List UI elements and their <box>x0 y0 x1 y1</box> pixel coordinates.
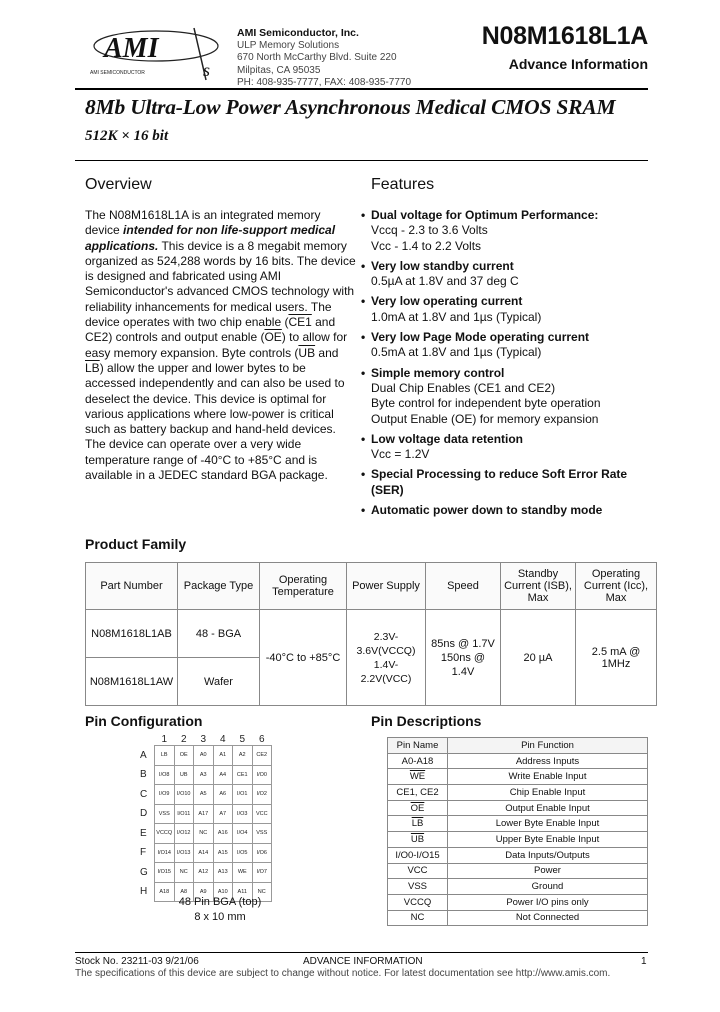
table-row: NC Not Connected <box>388 910 648 926</box>
logo-text: AMI <box>104 33 159 64</box>
pin-config-caption: 48 Pin BGA (top) 8 x 10 mm <box>178 896 262 923</box>
stock-number: Stock No. 23211-03 9/21/06 <box>75 956 199 967</box>
table-row: N08M1618L1AW Wafer <box>86 658 657 706</box>
table-row: A0-A18 Address Inputs <box>388 753 648 769</box>
table-row: VSS Ground <box>388 879 648 895</box>
pin-grid: 1 2 3 4 5 6 A LB OE A0 A1 A2 CE2 B I/O8 UB A3 A4 CE1 I/O0 C I/O9 I/O10 A5 A6 I/O1 I/O2 D VSS I/O11 A17 A7 I/O3 VCC E VCCQ I/O12 NC A16 I/O4 VSS F I/O14 I/O13 A14 A15 I/O5 I/O6 G I/O15 NC A12 A13 WE I/O7 H A18 A8 A9 A10 A11 NC <box>140 733 272 902</box>
footer-notice: The specifications of this device are subject to change without notice. For latest documentation see http://www.amis.com. <box>75 968 611 979</box>
feature-item: • Very low operating current 1.0mA at 1.8V and 1µs (Typical) <box>361 294 542 324</box>
standby-cell: 20 µA <box>501 610 576 706</box>
pin-row: A LB OE A0 A1 A2 CE2 <box>140 746 272 766</box>
table-row: $\overline{UB}$ Upper Byte Enable Input <box>388 832 648 848</box>
table-row: I/O0-I/O15 Data Inputs/Outputs <box>388 847 648 863</box>
product-family-heading: Product Family <box>85 536 187 552</box>
feature-item: • Automatic power down to standby mode <box>361 503 603 518</box>
footer-divider <box>75 952 648 953</box>
pin-configuration-heading: Pin Configuration <box>85 713 203 729</box>
features-list <box>361 208 651 523</box>
document-title: 8Mb Ultra-Low Power Asynchronous Medical CMOS SRAM <box>85 95 616 119</box>
address-line: PH: 408-935-7777, FAX: 408-935-7770 <box>237 77 412 88</box>
pin-row: E VCCQ I/O12 NC A16 I/O4 VSS <box>140 824 272 844</box>
address-line: ULP Memory Solutions <box>237 39 340 51</box>
pin-row: D VSS I/O11 A17 A7 I/O3 VCC <box>140 804 272 824</box>
ami-logo <box>86 24 236 84</box>
company-info <box>237 27 411 90</box>
pin-row: G I/O15 NC A12 A13 WE I/O7 <box>140 863 272 883</box>
pin-row: C I/O9 I/O10 A5 A6 I/O1 I/O2 <box>140 785 272 805</box>
table-row: VCC Power <box>388 863 648 879</box>
overview-heading: Overview <box>85 176 152 193</box>
table-row: CE1, CE2 Chip Enable Input <box>388 785 648 801</box>
svg-text:s: s <box>203 60 211 80</box>
feature-item: • Simple memory control Dual Chip Enables (CE1 and CE2) Byte control for independent byte operation Output Enable (OE) for memory expansion <box>361 365 601 426</box>
features-heading: Features <box>371 176 435 193</box>
advance-information-label: Advance Information <box>508 56 648 72</box>
table-row: $\overline{LB}$ Lower Byte Enable Input <box>388 816 648 832</box>
temperature-cell: -40°C to +85°C <box>260 610 347 706</box>
speed-cell: 85ns @ 1.7V 150ns @ 1.4V <box>426 610 501 706</box>
pin-row: B I/O8 UB A3 A4 CE1 I/O0 <box>140 765 272 785</box>
overview-paragraph: The N08M1618L1A is an integrated memory device intended for non life-support medical applications. This device is a 8 megabit memory organized as 524,288 words by 16 bits. The device is designed and fabricated using AMI Semiconductor's advanced CMOS technology with reliability inhancements for medical users. The device operates with two chip enable (CE1 and CE2) controls and output enable $(\overline{OE})$ to allow for easy memory expansion. Byte controls ($\overline{UB}$ and $\overline{LB}$) allow the upper and lower bytes to be accessed independently and can also be used to deselect the device. This device is optimal for various applications where low-power is critical such as battery backup and hand-held devices. The device can operate over a very wide temperature range of -40°C to +85°C and is available in a JEDEC standard BGA package. <box>85 208 356 483</box>
table-header: Standby Current (ISB), Max <box>501 563 576 610</box>
table-row: N08M1618L1AB 48 - BGA -40°C to +85°C 2.3V-3.6V(VCCQ) 1.4V-2.2V(VCC) 85ns @ 1.7V 150ns @ 1.4V 20 µA 2.5 mA @ 1MHz <box>86 610 657 658</box>
feature-item: • Very low Page Mode operating current 0.5mA at 1.8V and 1µs (Typical) <box>361 330 590 360</box>
company-name: AMI Semiconductor, Inc. <box>237 27 359 39</box>
feature-item: • Very low standby current 0.5µA at 1.8V and 37 deg C <box>361 258 519 289</box>
pin-row: H A18 A8 A9 A10 A11 NC <box>140 882 272 902</box>
feature-item: • Dual voltage for Optimum Performance: Vccq - 2.3 to 3.6 Volts Vcc - 1.4 to 2.2 Volts <box>361 208 599 253</box>
logo-subtext: AMI SEMICONDUCTOR <box>90 70 145 76</box>
feature-item: • Special Processing to reduce Soft Error Rate (SER) <box>361 467 628 497</box>
footer-center: ADVANCE INFORMATION <box>303 956 423 967</box>
header-divider <box>75 88 648 90</box>
operating-cell: 2.5 mA @ 1MHz <box>576 610 657 706</box>
document-subtitle: 512K × 16 bit <box>85 128 169 144</box>
table-row: VCCQ Power I/O pins only <box>388 894 648 910</box>
table-row: $\overline{OE}$ Output Enable Input <box>388 800 648 816</box>
table-header: Operating Current (Icc), Max <box>576 563 657 610</box>
address-line: Milpitas, CA 95035 <box>237 64 321 76</box>
pin-descriptions-heading: Pin Descriptions <box>371 713 482 729</box>
supply-cell: 2.3V-3.6V(VCCQ) 1.4V-2.2V(VCC) <box>347 610 426 706</box>
table-header: Speed <box>426 563 501 610</box>
product-family-table <box>85 562 657 706</box>
table-header: Package Type <box>178 563 260 610</box>
table-header: Part Number <box>86 563 178 610</box>
address-line: 670 North McCarthy Blvd. Suite 220 <box>237 52 397 63</box>
pin-descriptions-table: Pin Name Pin Function A0-A18 Address Inputs $\overline{WE}$ Write Enable Input CE1, CE2 Chip Enable Input $\overline{OE}$ Output Enable Input $\overline{LB}$ Lower Byte Enable Input $\overline{UB}$ Upper Byte Enable Input I/O0-I/O15 Data Inputs/Outputs VCC Power VSS Ground VCCQ Power I/O pins only NC Not Connected <box>387 737 648 926</box>
table-row: $\overline{WE}$ Write Enable Input <box>388 769 648 785</box>
table-header: Power Supply <box>347 563 426 610</box>
pin-row: F I/O14 I/O13 A14 A15 I/O5 I/O6 <box>140 843 272 863</box>
feature-item: • Low voltage data retention Vcc = 1.2V <box>361 431 524 462</box>
title-divider <box>75 160 648 161</box>
part-number: N08M1618L1A <box>481 22 648 50</box>
table-header: Operating Temperature <box>260 563 347 610</box>
page-number: 1 <box>641 956 647 967</box>
